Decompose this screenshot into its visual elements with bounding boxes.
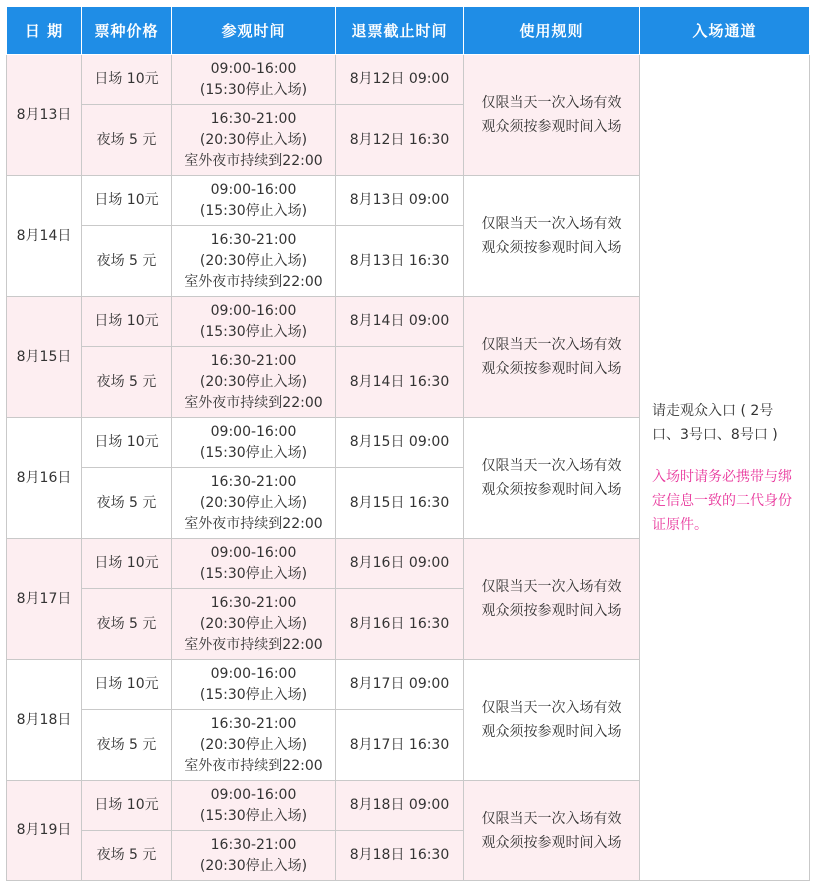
- date-cell: 8月18日: [7, 660, 82, 781]
- visit-time-line: (20:30停止入场): [199, 615, 308, 632]
- visit-time-day-cell: [172, 55, 336, 105]
- usage-rule-line: 仅限当天一次入场有效: [481, 458, 622, 474]
- refund-deadline-night-cell: 8月14日 16:30: [336, 347, 464, 418]
- usage-rule-cell: [464, 781, 640, 881]
- ticket-night-cell: 夜场 5 元: [82, 831, 172, 881]
- date-cell: 8月15日: [7, 297, 82, 418]
- usage-rule-line: 仅限当天一次入场有效: [481, 216, 622, 232]
- visit-time-line: 室外夜市持续到22:00: [184, 757, 323, 774]
- entrance-text: 请走观众入口 ( 2号口、3号口、8号口 ): [652, 402, 778, 443]
- usage-rule-line: 观众须按参观时间入场: [481, 724, 622, 740]
- visit-time-line: (20:30停止入场): [199, 373, 308, 390]
- ticket-night-cell: 夜场 5 元: [82, 347, 172, 418]
- visit-time-line: 室外夜市持续到22:00: [184, 636, 323, 653]
- ticket-night-cell: 夜场 5 元: [82, 589, 172, 660]
- visit-time-line: 09:00-16:00: [210, 544, 297, 561]
- visit-time-line: (20:30停止入场): [199, 252, 308, 269]
- visit-time-line: 09:00-16:00: [210, 665, 297, 682]
- refund-deadline-night-cell: 8月12日 16:30: [336, 105, 464, 176]
- ticket-day-cell: 日场 10元: [82, 418, 172, 468]
- refund-deadline-day-cell: 8月15日 09:00: [336, 418, 464, 468]
- visit-time-line: (15:30停止入场): [199, 81, 308, 98]
- visit-time-line: 室外夜市持续到22:00: [184, 152, 323, 169]
- usage-rule-line: 仅限当天一次入场有效: [481, 337, 622, 353]
- header-usage-rules: 使用规则: [464, 7, 640, 55]
- schedule-body: [7, 55, 810, 881]
- refund-deadline-day-cell: 8月17日 09:00: [336, 660, 464, 710]
- ticket-day-cell: 日场 10元: [82, 660, 172, 710]
- table-row-day: [7, 55, 810, 105]
- visit-time-line: 16:30-21:00: [210, 473, 297, 490]
- visit-time-line: (15:30停止入场): [199, 444, 308, 461]
- refund-deadline-night-cell: 8月15日 16:30: [336, 468, 464, 539]
- visit-time-line: (20:30停止入场): [199, 736, 308, 753]
- visit-time-line: 16:30-21:00: [210, 110, 297, 127]
- header-refund-deadline: 退票截止时间: [336, 7, 464, 55]
- visit-time-line: (20:30停止入场): [199, 494, 308, 511]
- usage-rule-line: 仅限当天一次入场有效: [481, 700, 622, 716]
- visit-time-line: 09:00-16:00: [210, 181, 297, 198]
- visit-time-line: (15:30停止入场): [199, 565, 308, 582]
- ticket-night-cell: 夜场 5 元: [82, 468, 172, 539]
- refund-deadline-night-cell: 8月18日 16:30: [336, 831, 464, 881]
- usage-rule-cell: [464, 55, 640, 176]
- refund-deadline-day-cell: 8月18日 09:00: [336, 781, 464, 831]
- visit-time-line: 09:00-16:00: [210, 60, 297, 77]
- ticket-day-cell: 日场 10元: [82, 297, 172, 347]
- visit-time-night-cell: [172, 105, 336, 176]
- usage-rule-line: 观众须按参观时间入场: [481, 834, 622, 851]
- ticket-day-cell: 日场 10元: [82, 55, 172, 105]
- usage-rule-line: 观众须按参观时间入场: [481, 482, 622, 498]
- visit-time-line: 16:30-21:00: [210, 715, 297, 732]
- entrance-cell: [640, 55, 810, 881]
- visit-time-day-cell: [172, 418, 336, 468]
- visit-time-line: (15:30停止入场): [199, 323, 308, 340]
- visit-time-line: 16:30-21:00: [210, 836, 297, 853]
- visit-time-line: (15:30停止入场): [199, 807, 308, 824]
- refund-deadline-day-cell: 8月14日 09:00: [336, 297, 464, 347]
- usage-rule-line: 观众须按参观时间入场: [481, 361, 622, 377]
- usage-rule-cell: [464, 539, 640, 660]
- visit-time-line: 09:00-16:00: [210, 786, 297, 803]
- visit-time-day-cell: [172, 660, 336, 710]
- header-date: 日 期: [7, 7, 82, 55]
- visit-time-line: (15:30停止入场): [199, 202, 308, 219]
- ticket-night-cell: 夜场 5 元: [82, 226, 172, 297]
- refund-deadline-day-cell: 8月13日 09:00: [336, 176, 464, 226]
- date-cell: 8月14日: [7, 176, 82, 297]
- visit-time-line: 09:00-16:00: [210, 423, 297, 440]
- usage-rule-cell: [464, 297, 640, 418]
- visit-time-line: (20:30停止入场): [199, 131, 308, 148]
- visit-time-day-cell: [172, 539, 336, 589]
- usage-rule-line: 仅限当天一次入场有效: [481, 579, 622, 595]
- visit-time-day-cell: [172, 297, 336, 347]
- header-row: [7, 7, 810, 55]
- visit-time-night-cell: [172, 831, 336, 881]
- usage-rule-line: 观众须按参观时间入场: [481, 119, 622, 135]
- schedule-table: [6, 6, 810, 881]
- usage-rule-line: 仅限当天一次入场有效: [481, 95, 622, 111]
- visit-time-line: (20:30停止入场): [199, 857, 308, 874]
- visit-time-line: 16:30-21:00: [210, 594, 297, 611]
- schedule-table-wrapper: [6, 6, 810, 881]
- refund-deadline-night-cell: 8月16日 16:30: [336, 589, 464, 660]
- visit-time-night-cell: [172, 468, 336, 539]
- visit-time-line: 室外夜市持续到22:00: [184, 273, 323, 290]
- ticket-day-cell: 日场 10元: [82, 176, 172, 226]
- visit-time-night-cell: [172, 710, 336, 781]
- usage-rule-cell: [464, 176, 640, 297]
- visit-time-line: 09:00-16:00: [210, 302, 297, 319]
- usage-rule-line: 仅限当天一次入场有效: [481, 810, 622, 827]
- date-cell: 8月16日: [7, 418, 82, 539]
- visit-time-line: 室外夜市持续到22:00: [184, 515, 323, 532]
- usage-rule-line: 观众须按参观时间入场: [481, 240, 622, 256]
- ticket-night-cell: 夜场 5 元: [82, 105, 172, 176]
- refund-deadline-day-cell: 8月16日 09:00: [336, 539, 464, 589]
- usage-rule-cell: [464, 660, 640, 781]
- date-cell: 8月13日: [7, 55, 82, 176]
- visit-time-line: 16:30-21:00: [210, 231, 297, 248]
- ticket-day-cell: 日场 10元: [82, 539, 172, 589]
- refund-deadline-day-cell: 8月12日 09:00: [336, 55, 464, 105]
- refund-deadline-night-cell: 8月13日 16:30: [336, 226, 464, 297]
- visit-time-day-cell: [172, 176, 336, 226]
- header-entrance: 入场通道: [640, 7, 810, 55]
- entrance-id-note: 入场时请务必携带与绑定信息一致的二代身份证原件。: [652, 468, 792, 533]
- header-visit-time: 参观时间: [172, 7, 336, 55]
- date-cell: 8月19日: [7, 781, 82, 881]
- visit-time-night-cell: [172, 589, 336, 660]
- usage-rule-cell: [464, 418, 640, 539]
- visit-time-line: (15:30停止入场): [199, 686, 308, 703]
- visit-time-night-cell: [172, 226, 336, 297]
- header-ticket-price: 票种价格: [82, 7, 172, 55]
- visit-time-day-cell: [172, 781, 336, 831]
- date-cell: 8月17日: [7, 539, 82, 660]
- usage-rule-line: 观众须按参观时间入场: [481, 603, 622, 619]
- ticket-night-cell: 夜场 5 元: [82, 710, 172, 781]
- visit-time-night-cell: [172, 347, 336, 418]
- visit-time-line: 16:30-21:00: [210, 352, 297, 369]
- refund-deadline-night-cell: 8月17日 16:30: [336, 710, 464, 781]
- visit-time-line: 室外夜市持续到22:00: [184, 394, 323, 411]
- ticket-day-cell: 日场 10元: [82, 781, 172, 831]
